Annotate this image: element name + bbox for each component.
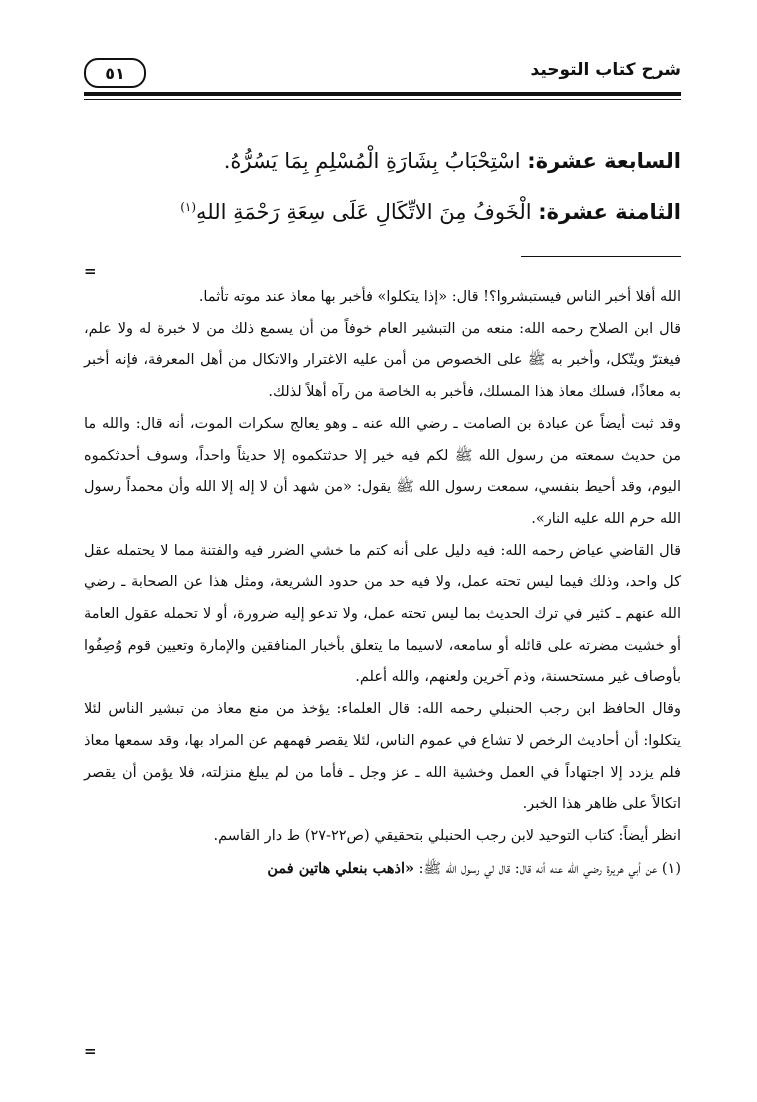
footnote-one-prefix: (١) عن أبي هريرة رضي الله عنه أنه قال: قال لي رسول الله ﷺ:	[414, 860, 681, 877]
footnote-continuation-mark: =	[84, 262, 97, 280]
footnote-paragraph: وقد ثبت أيضاً عن عبادة بن الصامت ـ رضي الله عنه ـ وهو يعالج سكرات الموت، أنه قال: والله ما من حديث سمعته من رسول الله ﷺ لكم فيه خير إلا حدثتكموه إلا حديثاً واحداً، وسوف أحدثكموه اليوم، وقد أحيط بنفسي، سمعت رسول الله ﷺ يقول: «من شهد أن لا إله إلا الله وأن محمداً رسول الله حرم الله عليه النار».	[84, 415, 681, 527]
main-text	[84, 138, 681, 235]
footnote-paragraph: انظر أيضاً: كتاب التوحيد لابن رجب الحنبلي بتحقيقي (ص٢٢-٢٧) ط دار القاسم.	[213, 827, 681, 844]
point-eighteen	[84, 184, 681, 235]
running-title: شرح كتاب التوحيد	[530, 60, 681, 80]
point-label: الثامنة عشرة:	[538, 200, 681, 224]
footnote-paragraph: وقال الحافظ ابن رجب الحنبلي رحمه الله: قال العلماء: يؤخذ من منع معاذ من تبشير الناس لئلا يتكلوا: أن أحاديث الرخص لا تشاع في عموم الناس، لئلا يقصر فهمهم عن المراد بها، وقد سمعها معاذ فلم يزدد إلا اجتهاداً في العمل وخشية الله ـ عز وجل ـ فأما من لم يبلغ منزلته، فلا يؤمن أن يقصر اتكالاً على ظاهر هذا الخبر.	[84, 701, 681, 813]
footnotes	[84, 282, 681, 885]
point-text: الْخَوفُ مِنَ الاتِّكَالِ عَلَى سِعَةِ رَحْمَةِ اللهِ	[196, 200, 532, 224]
footnote-one	[84, 853, 681, 886]
header-rule-thin	[84, 99, 681, 100]
footnote-one-hadith: «اذهب بنعلي هاتين فمن	[267, 859, 415, 877]
point-label: السابعة عشرة:	[527, 149, 681, 173]
footnote-paragraph: قال القاضي عياض رحمه الله: فيه دليل على أنه كتم ما خشي الضرر فيه والفتنة مما لا يحتمله عقل كل واحد، وذلك فيما ليس تحته عمل، ولا فيه حد من حدود الشريعة، ومثل هذا عن الصحابة ـ رضي الله عنهم ـ كثير في ترك الحديث بما ليس تحته عمل، ولا تدعو إليه ضرورة، أو لا تحمله عقول العامة أو خشيت مضرته على قائله أو سامعه، لاسيما ما يتعلق بأخبار المنافقين والإمارة وتعيين قوم وُصِفُوا بأوصاف غير مستحسنة، وذم آخرين ولعنهم، والله أعلم.	[84, 542, 681, 686]
page-number-badge: ٥١	[84, 58, 146, 88]
header-rule-thick	[84, 92, 681, 96]
footnote-paragraph: الله أفلا أخبر الناس فيستبشروا؟! قال: «إذا يتكلوا» فأخبر بها معاذ عند موته تأثما.	[198, 289, 681, 305]
point-seventeen	[84, 138, 681, 184]
page-header	[84, 58, 681, 90]
footnote-separator	[521, 256, 681, 257]
footnote-marker: (١)	[180, 200, 197, 214]
footnote-paragraph: قال ابن الصلاح رحمه الله: منعه من التبشير العام خوفاً من أن يسمع ذلك من لا خبرة له ولا علم، فيغترّ ويتّكل، وأخبر به ﷺ على الخصوص من أمن عليه الاغترار والاتكال من أهل المعرفة، فإنه أخبر به معاذًا، فسلك معاذ هذا المسلك، فأخبر به الخاصة من رآه أهلاً لذلك.	[84, 320, 681, 401]
point-text: اسْتِحْبَابُ بِشَارَةِ الْمُسْلِمِ بِمَا يَسُرُّهُ.	[223, 149, 521, 173]
footnote-end-mark: =	[84, 1042, 97, 1060]
